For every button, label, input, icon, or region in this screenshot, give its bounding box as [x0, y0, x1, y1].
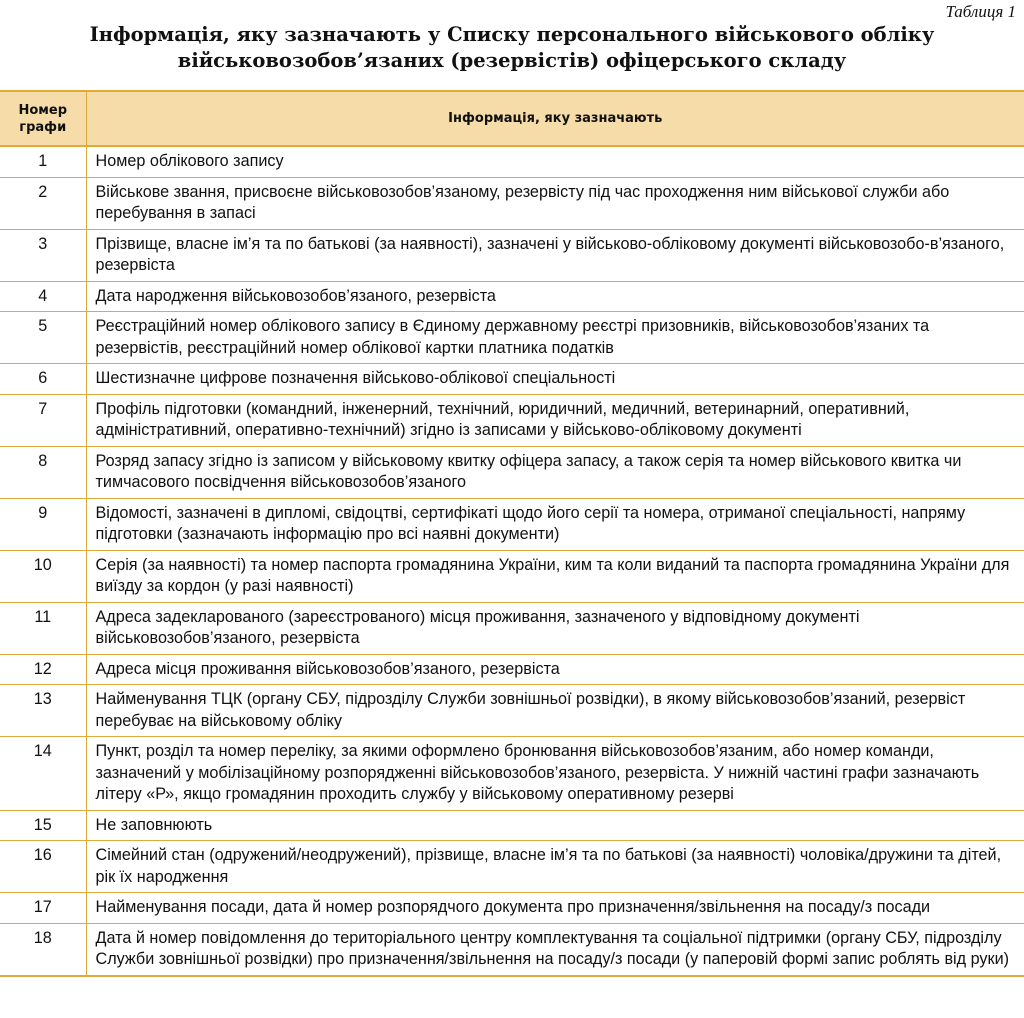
- row-number: 12: [0, 654, 86, 685]
- row-info: Військове звання, присвоєне військовозобов’язаному, резервісту під час проходження ним військової служби або перебування в запасі: [86, 177, 1024, 229]
- table-row: [0, 281, 1024, 312]
- row-number: 2: [0, 177, 86, 229]
- row-number: 6: [0, 364, 86, 395]
- table-row: [0, 841, 1024, 893]
- row-info: Відомості, зазначені в дипломі, свідоцтві, сертифікаті щодо його серії та номера, отриманої спеціальності, напряму підготовки (зазначають інформацію про всі наявні документи): [86, 498, 1024, 550]
- row-number: 8: [0, 446, 86, 498]
- row-info: Номер облікового запису: [95, 152, 284, 170]
- row-number: 9: [0, 498, 86, 550]
- row-number: 3: [0, 229, 86, 281]
- row-info: Серія (за наявності) та номер паспорта громадянина України, ким та коли виданий та паспорта громадянина України для виїзду за кордон (у разі наявності): [86, 550, 1024, 602]
- row-info: Шестизначне цифрове позначення військово-облікової спеціальності: [86, 364, 1024, 395]
- row-number: 13: [0, 685, 86, 737]
- title-line-1: Інформація, яку зазначають у Списку персонального військового обліку: [89, 23, 935, 46]
- row-info: Прізвище, власне ім’я та по батькові (за наявності), зазначені у військово-обліковому документі військовозобо-в’язаного, резервіста: [86, 229, 1024, 281]
- row-info: Найменування ТЦК (органу СБУ, підрозділу Служби зовнішньої розвідки), в якому військовозобов’язаний, резервіст перебуває на військовому обліку: [86, 685, 1024, 737]
- row-info: Розряд запасу згідно із записом у військовому квитку офіцера запасу, а також серія та номер військового квитка чи тимчасового посвідчення військовозобов’язаного: [86, 446, 1024, 498]
- row-number: 15: [0, 810, 86, 841]
- row-info: Адреса місця проживання військовозобов’язаного, резервіста: [86, 654, 1024, 685]
- row-number: 5: [0, 312, 86, 364]
- table-row: [0, 550, 1024, 602]
- row-number: 1: [0, 146, 86, 177]
- table-header-row: [0, 91, 1024, 146]
- row-info: Дата народження військовозобов’язаного, резервіста: [86, 281, 1024, 312]
- row-number: 7: [0, 394, 86, 446]
- table-row: [0, 394, 1024, 446]
- row-info: Не заповнюють: [86, 810, 1024, 841]
- header-info: Інформація, яку зазначають: [86, 91, 1024, 146]
- table-row: [0, 810, 1024, 841]
- row-info: Пункт, розділ та номер переліку, за якими оформлено бронювання військовозобов’язаним, або номер команди, зазначений у мобілізаційному розпорядженні військовозобов’язаного, резервіста. У нижній частині графи зазначають літеру «Р», якщо громадянин проходить службу у військовому оперативному резерві: [86, 737, 1024, 811]
- row-info: Реєстраційний номер облікового запису в Єдиному державному реєстрі призовників, військовозобов’язаних та резервістів, реєстраційний номер облікової картки платника податків: [86, 312, 1024, 364]
- row-number: 17: [0, 893, 86, 924]
- title-line-2: військовозобов’язаних (резервістів) офіцерського складу: [177, 49, 847, 72]
- row-info: Дата й номер повідомлення до територіального центру комплектування та соціальної підтримки (органу СБУ, підрозділу Служби зовнішньої розвідки) про призначення/звільнення на посаду/з посади (у паперовій формі запис роблять від руки): [86, 923, 1024, 976]
- row-number: 16: [0, 841, 86, 893]
- table-label: Таблиця 1: [945, 2, 1016, 21]
- row-number: 10: [0, 550, 86, 602]
- row-number: 18: [0, 923, 86, 976]
- table-row: [0, 446, 1024, 498]
- row-number: 4: [0, 281, 86, 312]
- table-row: [0, 177, 1024, 229]
- table-row: [0, 685, 1024, 737]
- row-info: Профіль підготовки (командний, інженерний, технічний, юридичний, медичний, ветеринарний, оперативний, адміністративний, оперативно-технічний) згідно із записами у військово-обліковому документі: [86, 394, 1024, 446]
- row-info: Найменування посади, дата й номер розпорядчого документа про призначення/звільнення на посаду/з посади: [86, 893, 1024, 924]
- table-row: [0, 146, 1024, 177]
- row-number: 14: [0, 737, 86, 811]
- table-row: [0, 602, 1024, 654]
- table-row: [0, 654, 1024, 685]
- table-row: [0, 498, 1024, 550]
- info-table: [0, 90, 1024, 977]
- table-row: [0, 312, 1024, 364]
- header-number: Номер графи: [0, 91, 86, 146]
- row-info: Сімейний стан (одружений/неодружений), прізвище, власне ім’я та по батькові (за наявності) чоловіка/дружини та дітей, рік їх народження: [86, 841, 1024, 893]
- table-row: [0, 893, 1024, 924]
- table-row: [0, 737, 1024, 811]
- table-row: [0, 229, 1024, 281]
- page-title: [0, 22, 1024, 74]
- table-row: [0, 364, 1024, 395]
- table-row: [0, 923, 1024, 976]
- row-number: 11: [0, 602, 86, 654]
- row-info: Адреса задекларованого (зареєстрованого) місця проживання, зазначеного у відповідному документі військовозобов’язаного, резервіста: [86, 602, 1024, 654]
